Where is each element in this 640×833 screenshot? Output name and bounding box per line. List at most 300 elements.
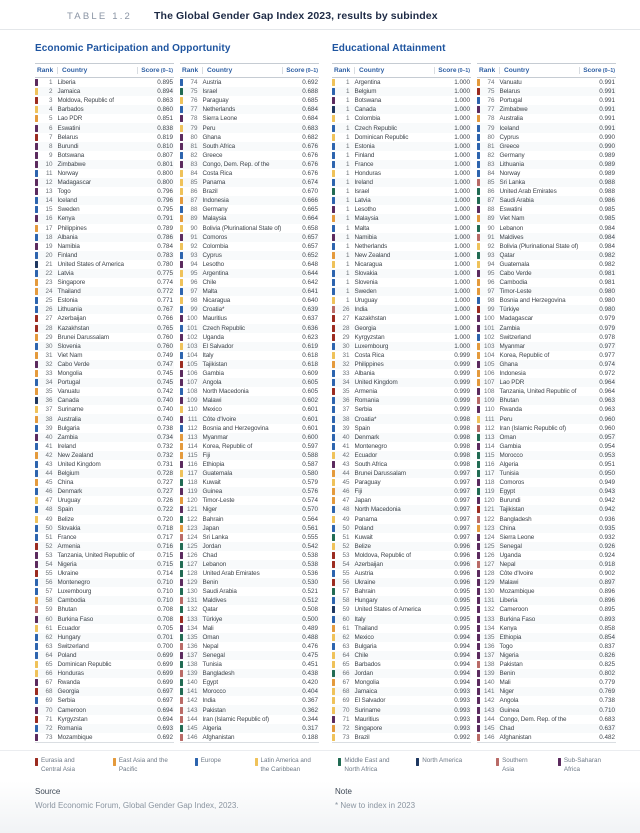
rank-cell: 115 [187, 451, 198, 459]
rank-cell: 46 [342, 488, 350, 496]
table-row [477, 424, 616, 433]
table-row [477, 314, 616, 323]
country-cell: Spain [354, 424, 371, 432]
country-cell: Burundi [57, 142, 79, 150]
score-cell: 0.802 [599, 670, 615, 678]
table-row [477, 433, 616, 442]
table-row [332, 133, 471, 142]
table-row [332, 515, 471, 524]
table-row [180, 633, 319, 642]
rank-cell: 1 [345, 297, 350, 305]
score-cell: 0.601 [302, 424, 318, 432]
country-cell: Montenegro [57, 579, 90, 587]
table-row [477, 596, 616, 605]
rank-cell: 87 [190, 197, 198, 205]
rank-cell: 33 [45, 370, 53, 378]
rank-cell: 91 [190, 233, 198, 241]
rank-cell: 75 [487, 88, 495, 96]
rank-cell: 110 [484, 406, 495, 414]
table-row [332, 578, 471, 587]
rank-cell: 45 [342, 479, 350, 487]
rank-cell: 19 [45, 242, 53, 250]
source-block [35, 787, 335, 833]
table-row [332, 442, 471, 451]
table-row [35, 396, 174, 405]
rank-cell: 101 [186, 324, 198, 332]
region-color-swatch [416, 758, 419, 766]
country-cell: Vanuatu [57, 388, 80, 396]
rank-cell: 138 [186, 661, 198, 669]
score-cell: 0.998 [454, 424, 470, 432]
rank-cell: 86 [487, 188, 495, 196]
country-header: Country [499, 67, 579, 74]
rank-cell: 40 [342, 433, 350, 441]
rank-cell: 106 [186, 370, 198, 378]
rank-cell: 72 [45, 724, 53, 732]
table-row [35, 187, 174, 196]
country-cell: South Africa [202, 142, 236, 150]
table-row [332, 505, 471, 514]
rank-cell: 82 [487, 151, 495, 159]
score-cell: 0.745 [157, 379, 173, 387]
table-row [477, 251, 616, 260]
rank-cell: 88 [487, 206, 495, 214]
score-cell: 0.317 [302, 724, 318, 732]
score-cell: 0.769 [599, 688, 615, 696]
country-cell: Israel [354, 188, 370, 196]
table-row [332, 678, 471, 687]
country-cell: United Kingdom [354, 379, 398, 387]
table-row [477, 442, 616, 451]
table-row [35, 442, 174, 451]
rank-cell: 13 [45, 188, 53, 196]
country-cell: Myanmar [202, 433, 228, 441]
score-cell: 0.774 [157, 279, 173, 287]
table-row [35, 87, 174, 96]
rank-cell: 1 [345, 215, 350, 223]
table-row [332, 123, 471, 132]
rank-cell: 37 [45, 406, 53, 414]
score-cell: 0.896 [599, 588, 615, 596]
region-legend [0, 750, 640, 775]
rank-cell: 101 [483, 324, 495, 332]
country-cell: Sierra Leone [499, 533, 535, 541]
rank-cell: 80 [487, 133, 495, 141]
country-cell: Spain [57, 506, 74, 514]
country-cell: Zimbabwe [499, 106, 528, 114]
rank-cell: 47 [342, 497, 350, 505]
score-cell: 1.000 [454, 151, 470, 159]
country-cell: Montenegro [354, 442, 387, 450]
country-cell: Czech Republic [202, 324, 245, 332]
country-cell: Costa Rica [354, 351, 385, 359]
table-row [332, 160, 471, 169]
table-row [35, 342, 174, 351]
rank-cell: 95 [487, 270, 495, 278]
rank-cell: 1 [345, 279, 350, 287]
rank-cell: 109 [483, 397, 495, 405]
score-cell: 0.618 [302, 351, 318, 359]
table-row [35, 433, 174, 442]
table-row [477, 496, 616, 505]
table-row [332, 324, 471, 333]
country-cell: Cyprus [202, 251, 222, 259]
country-cell: Slovakia [57, 524, 81, 532]
score-cell: 0.994 [454, 679, 470, 687]
rank-cell: 1 [345, 97, 350, 105]
rank-cell: 66 [342, 670, 350, 678]
table-row [332, 369, 471, 378]
country-cell: Netherlands [202, 106, 236, 114]
page-footer [0, 781, 640, 833]
score-cell: 0.772 [157, 288, 173, 296]
rank-cell: 110 [187, 406, 198, 414]
score-cell: 0.979 [599, 324, 615, 332]
country-cell: Rwanda [57, 679, 80, 687]
score-cell: 0.722 [157, 506, 173, 514]
country-cell: Dominican Republic [57, 661, 112, 669]
table-row [477, 542, 616, 551]
country-cell: Uruguay [354, 297, 378, 305]
country-cell: Kuwait [202, 479, 221, 487]
rank-cell: 49 [45, 515, 53, 523]
country-cell: Canada [57, 397, 79, 405]
rank-cell: 140 [483, 679, 495, 687]
country-cell: Malta [354, 224, 370, 232]
country-cell: Belarus [499, 88, 521, 96]
country-cell: Japan [202, 524, 220, 532]
rank-cell: 48 [342, 506, 350, 514]
rank-cell: 64 [342, 651, 350, 659]
country-cell: Korea, Republic of [499, 351, 550, 359]
table-row [35, 196, 174, 205]
score-cell: 0.810 [157, 142, 173, 150]
score-cell: 0.998 [454, 415, 470, 423]
country-cell: Dominican Republic [354, 133, 409, 141]
table-row [332, 451, 471, 460]
rank-cell: 59 [342, 606, 350, 614]
country-cell: Togo [57, 188, 71, 196]
score-cell: 0.699 [157, 651, 173, 659]
country-cell: Jamaica [57, 88, 81, 96]
rank-cell: 29 [342, 333, 350, 341]
rank-cell: 76 [487, 97, 495, 105]
country-cell: Tanzania, United Republic of [499, 388, 577, 396]
country-cell: Suriname [57, 406, 84, 414]
rank-cell: 134 [186, 624, 198, 632]
table-row [35, 733, 174, 742]
region-color-swatch [113, 758, 116, 766]
score-cell: 0.999 [454, 406, 470, 414]
rank-cell: 119 [484, 488, 495, 496]
country-cell: Niger [202, 506, 217, 514]
country-cell: Suriname [354, 706, 381, 714]
score-cell: 0.699 [157, 670, 173, 678]
score-cell: 0.710 [157, 579, 173, 587]
country-cell: Panama [202, 179, 226, 187]
country-cell: Angola [499, 697, 519, 705]
country-cell: Denmark [57, 488, 83, 496]
page-title: The Global Gender Gap Index 2023, results by subindex [154, 10, 438, 22]
table-row [332, 424, 471, 433]
country-cell: Maldives [202, 597, 227, 605]
country-cell: Bolivia (Plurinational State of) [202, 224, 282, 232]
table-row [180, 269, 319, 278]
table-row [35, 678, 174, 687]
table-row [477, 214, 616, 223]
table-row [477, 578, 616, 587]
country-cell: Nigeria [57, 561, 77, 569]
table-row [180, 251, 319, 260]
table-row [477, 615, 616, 624]
edu-table-ranks-74-146 [477, 63, 616, 743]
rank-cell: 114 [187, 442, 198, 450]
table-row [477, 114, 616, 123]
country-cell: Slovenia [354, 279, 378, 287]
table-row [332, 296, 471, 305]
table-row [180, 405, 319, 414]
country-cell: Albania [354, 370, 375, 378]
table-row [180, 87, 319, 96]
country-cell: Botswana [57, 151, 85, 159]
table-row [180, 333, 319, 342]
rank-cell: 43 [342, 460, 350, 468]
table-row [477, 487, 616, 496]
score-cell: 0.699 [157, 661, 173, 669]
table-row [332, 142, 471, 151]
table-row [35, 224, 174, 233]
table-row [180, 114, 319, 123]
country-cell: Australia [499, 115, 523, 123]
rank-cell: 18 [45, 233, 53, 241]
table-row [180, 105, 319, 114]
score-cell: 0.796 [157, 197, 173, 205]
table-row [477, 296, 616, 305]
rank-cell: 131 [186, 597, 198, 605]
score-cell: 0.775 [157, 270, 173, 278]
country-cell: Gambia [202, 370, 224, 378]
country-cell: Lesotho [354, 206, 377, 214]
country-cell: Nicaragua [202, 297, 231, 305]
score-cell: 0.623 [302, 333, 318, 341]
country-cell: Türkiye [202, 615, 223, 623]
legend-label: Europe [200, 756, 221, 764]
score-cell: 0.984 [599, 242, 615, 250]
table-row [477, 78, 616, 87]
table-row [332, 205, 471, 214]
rank-cell: 74 [190, 79, 198, 87]
table-row [477, 560, 616, 569]
table-row [35, 724, 174, 733]
rank-cell: 9 [48, 151, 53, 159]
country-cell: Malawi [499, 579, 519, 587]
table-body [35, 78, 174, 743]
table-row [180, 578, 319, 587]
table-row [477, 569, 616, 578]
rank-cell: 117 [187, 470, 198, 478]
score-cell: 0.714 [157, 570, 173, 578]
score-cell: 0.996 [454, 551, 470, 559]
score-cell: 0.789 [157, 224, 173, 232]
economic-column-pair [35, 63, 319, 743]
score-cell: 1.000 [454, 115, 470, 123]
rank-cell: 77 [487, 106, 495, 114]
rank-cell: 115 [484, 451, 495, 459]
country-cell: Moldova, Republic of [354, 551, 411, 559]
score-cell: 1.000 [454, 188, 470, 196]
country-cell: Guinea [202, 488, 223, 496]
table-row [35, 478, 174, 487]
score-cell: 0.720 [157, 515, 173, 523]
table-row [477, 696, 616, 705]
score-cell: 0.997 [454, 479, 470, 487]
table-row [477, 369, 616, 378]
table-row [477, 624, 616, 633]
score-cell: 0.676 [302, 169, 318, 177]
table-row [180, 542, 319, 551]
country-cell: Belarus [57, 133, 79, 141]
score-cell: 0.648 [302, 260, 318, 268]
table-row [180, 560, 319, 569]
score-cell: 0.188 [302, 733, 318, 741]
country-cell: Algeria [202, 724, 222, 732]
table-row [180, 351, 319, 360]
score-cell: 0.609 [302, 370, 318, 378]
table-row [180, 605, 319, 614]
table-row [477, 687, 616, 696]
table-row [332, 114, 471, 123]
rank-cell: 55 [45, 570, 53, 578]
rank-cell: 73 [45, 733, 53, 741]
rank-cell: 41 [45, 442, 53, 450]
country-cell: United Arab Emirates [202, 570, 260, 578]
score-cell: 0.995 [454, 606, 470, 614]
score-cell: 0.652 [302, 251, 318, 259]
table-row [332, 287, 471, 296]
rank-cell: 22 [45, 270, 53, 278]
rank-cell: 17 [45, 224, 53, 232]
rank-cell: 137 [483, 651, 495, 659]
table-row [180, 424, 319, 433]
table-row [180, 451, 319, 460]
rank-cell: 69 [45, 697, 53, 705]
country-cell: Malawi [202, 397, 222, 405]
rank-cell: 54 [45, 561, 53, 569]
country-cell: Hungary [57, 633, 81, 641]
table-row [332, 105, 471, 114]
country-cell: Nicaragua [354, 260, 383, 268]
score-cell: 0.783 [157, 251, 173, 259]
table-row [332, 187, 471, 196]
country-cell: Namibia [57, 242, 80, 250]
rank-cell: 86 [190, 188, 198, 196]
country-cell: Chile [354, 651, 369, 659]
rank-cell: 69 [342, 697, 350, 705]
table-row [332, 233, 471, 242]
score-cell: 0.993 [454, 706, 470, 714]
table-row [332, 351, 471, 360]
country-cell: Latvia [57, 270, 74, 278]
rank-cell: 1 [345, 133, 350, 141]
rank-cell: 95 [190, 270, 198, 278]
rank-cell: 38 [342, 415, 350, 423]
score-cell: 0.700 [157, 642, 173, 650]
score-cell: 0.451 [302, 661, 318, 669]
rank-cell: 53 [342, 551, 350, 559]
score-cell: 0.854 [599, 633, 615, 641]
score-cell: 1.000 [454, 124, 470, 132]
table-row [180, 715, 319, 724]
score-cell: 0.676 [302, 142, 318, 150]
score-cell: 0.710 [157, 597, 173, 605]
score-cell: 0.508 [302, 606, 318, 614]
score-cell: 0.740 [157, 406, 173, 414]
score-cell: 1.000 [454, 260, 470, 268]
rank-cell: 143 [483, 706, 495, 714]
table-row [180, 396, 319, 405]
table-row [332, 560, 471, 569]
country-cell: Ireland [354, 179, 373, 187]
country-cell: Nepal [499, 561, 516, 569]
note-text: * New to index in 2023 [335, 801, 416, 810]
table-row [35, 169, 174, 178]
country-cell: Singapore [57, 279, 86, 287]
rank-cell: 65 [45, 661, 53, 669]
country-cell: Ukraine [354, 579, 376, 587]
rank-cell: 60 [45, 615, 53, 623]
score-cell: 0.825 [599, 661, 615, 669]
table-row [332, 251, 471, 260]
table-row [35, 696, 174, 705]
rank-cell: 68 [342, 688, 350, 696]
table-header [180, 63, 319, 78]
table-row [332, 333, 471, 342]
table-row [332, 269, 471, 278]
table-row [35, 615, 174, 624]
rank-cell: 65 [342, 661, 350, 669]
table-row [35, 596, 174, 605]
country-cell: Germany [202, 206, 228, 214]
country-cell: Mauritius [354, 715, 379, 723]
country-cell: Fiji [202, 451, 211, 459]
score-cell: 0.984 [599, 233, 615, 241]
table-row [180, 133, 319, 142]
table-row [180, 587, 319, 596]
rank-cell: 1 [345, 142, 350, 150]
rank-cell: 97 [190, 288, 198, 296]
rank-header: Rank [182, 67, 199, 74]
table-row [180, 387, 319, 396]
country-cell: Slovenia [57, 342, 81, 350]
score-cell: 0.994 [454, 661, 470, 669]
rank-cell: 79 [190, 124, 198, 132]
score-cell: 0.953 [599, 451, 615, 459]
score-cell: 0.500 [302, 615, 318, 623]
score-cell: 0.657 [302, 233, 318, 241]
country-cell: Philippines [354, 360, 384, 368]
score-cell: 0.555 [302, 533, 318, 541]
table-row [477, 551, 616, 560]
score-cell: 1.000 [454, 288, 470, 296]
country-cell: Afghanistan [499, 733, 532, 741]
country-cell: Sri Lanka [499, 179, 526, 187]
score-cell: 0.997 [454, 470, 470, 478]
score-cell: 0.597 [302, 442, 318, 450]
table-row [332, 715, 471, 724]
score-cell: 0.747 [157, 360, 173, 368]
score-cell: 0.579 [302, 479, 318, 487]
table-row [332, 651, 471, 660]
